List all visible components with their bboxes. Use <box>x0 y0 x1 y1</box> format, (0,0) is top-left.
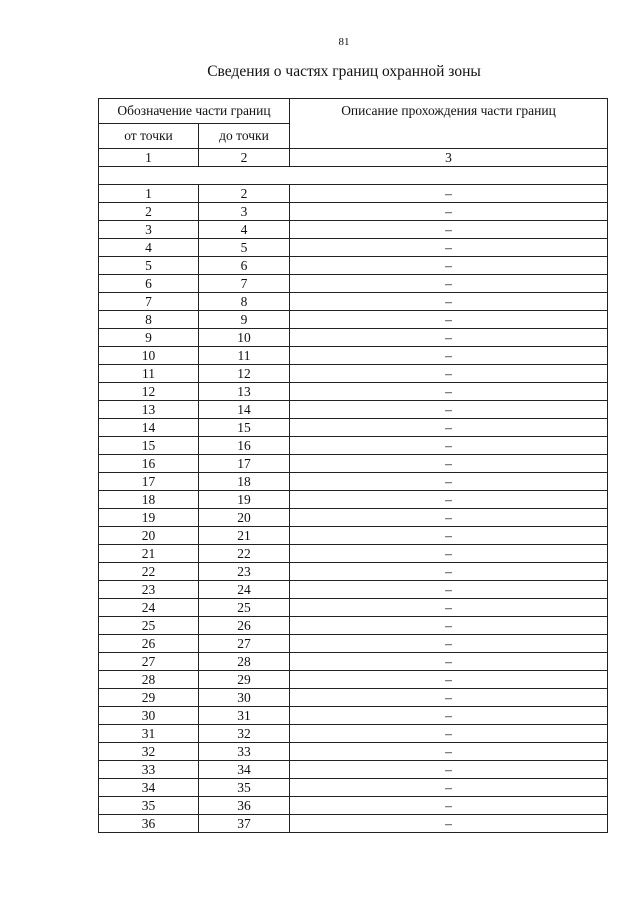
table-row <box>99 743 608 761</box>
table-row <box>99 437 608 455</box>
description-cell: – <box>290 545 608 563</box>
to-point-cell: 7 <box>199 275 290 293</box>
to-point-cell: 13 <box>199 383 290 401</box>
table-row <box>99 581 608 599</box>
table-row <box>99 239 608 257</box>
to-point-cell: 30 <box>199 689 290 707</box>
table-row <box>99 347 608 365</box>
from-point-cell: 10 <box>99 347 199 365</box>
to-point-cell: 21 <box>199 527 290 545</box>
from-point-cell: 23 <box>99 581 199 599</box>
from-point-cell: 33 <box>99 761 199 779</box>
to-point-cell: 19 <box>199 491 290 509</box>
from-point-cell: 12 <box>99 383 199 401</box>
table-row <box>99 455 608 473</box>
table-row <box>99 563 608 581</box>
from-point-cell: 6 <box>99 275 199 293</box>
description-cell: – <box>290 599 608 617</box>
header-row-group <box>99 99 608 124</box>
to-point-cell: 8 <box>199 293 290 311</box>
from-point-cell: 11 <box>99 365 199 383</box>
table-row <box>99 725 608 743</box>
to-point-cell: 35 <box>199 779 290 797</box>
description-cell: – <box>290 617 608 635</box>
description-cell: – <box>290 311 608 329</box>
to-point-cell: 2 <box>199 185 290 203</box>
table-row <box>99 383 608 401</box>
page-number: 81 <box>338 36 350 48</box>
description-cell: – <box>290 707 608 725</box>
table-row <box>99 527 608 545</box>
from-point-cell: 19 <box>99 509 199 527</box>
to-point-cell: 16 <box>199 437 290 455</box>
description-cell: – <box>290 437 608 455</box>
description-cell: – <box>290 491 608 509</box>
from-point-cell: 7 <box>99 293 199 311</box>
description-cell: – <box>290 581 608 599</box>
to-point-cell: 17 <box>199 455 290 473</box>
from-point-cell: 27 <box>99 653 199 671</box>
description-cell: – <box>290 815 608 833</box>
from-point-cell: 21 <box>99 545 199 563</box>
description-cell: – <box>290 635 608 653</box>
column-numbers-row <box>99 149 608 167</box>
to-point-cell: 5 <box>199 239 290 257</box>
from-point-cell: 28 <box>99 671 199 689</box>
to-point-cell: 6 <box>199 257 290 275</box>
from-point-cell: 30 <box>99 707 199 725</box>
table-row <box>99 689 608 707</box>
table-row <box>99 419 608 437</box>
description-cell: – <box>290 419 608 437</box>
table-row <box>99 329 608 347</box>
description-cell: – <box>290 761 608 779</box>
to-point-cell: 27 <box>199 635 290 653</box>
from-point-cell: 20 <box>99 527 199 545</box>
to-point-cell: 10 <box>199 329 290 347</box>
table-row <box>99 653 608 671</box>
from-point-cell: 3 <box>99 221 199 239</box>
table-row <box>99 635 608 653</box>
from-point-cell: 8 <box>99 311 199 329</box>
to-point-cell: 29 <box>199 671 290 689</box>
to-point-cell: 12 <box>199 365 290 383</box>
from-point-cell: 18 <box>99 491 199 509</box>
from-point-cell: 13 <box>99 401 199 419</box>
to-point-cell: 18 <box>199 473 290 491</box>
table-row <box>99 473 608 491</box>
from-point-cell: 29 <box>99 689 199 707</box>
description-cell: – <box>290 185 608 203</box>
to-point-cell: 20 <box>199 509 290 527</box>
table-row <box>99 815 608 833</box>
table-row <box>99 257 608 275</box>
to-point-cell: 22 <box>199 545 290 563</box>
table-row <box>99 221 608 239</box>
description-cell: – <box>290 725 608 743</box>
column-number: 3 <box>290 149 608 167</box>
from-point-cell: 14 <box>99 419 199 437</box>
to-point-cell: 15 <box>199 419 290 437</box>
description-cell: – <box>290 275 608 293</box>
description-cell: – <box>290 689 608 707</box>
column-number: 1 <box>99 149 199 167</box>
description-cell: – <box>290 509 608 527</box>
table-row <box>99 293 608 311</box>
from-point-cell: 26 <box>99 635 199 653</box>
document-title: Сведения о частях границ охранной зоны <box>207 63 481 80</box>
description-cell: – <box>290 563 608 581</box>
to-point-cell: 31 <box>199 707 290 725</box>
description-cell: – <box>290 473 608 491</box>
table-row <box>99 779 608 797</box>
column-number: 2 <box>199 149 290 167</box>
from-point-cell: 22 <box>99 563 199 581</box>
from-point-cell: 15 <box>99 437 199 455</box>
from-point-cell: 31 <box>99 725 199 743</box>
from-point-cell: 4 <box>99 239 199 257</box>
table-row <box>99 797 608 815</box>
description-cell: – <box>290 257 608 275</box>
from-point-cell: 24 <box>99 599 199 617</box>
description-cell: – <box>290 383 608 401</box>
table-row <box>99 617 608 635</box>
to-point-cell: 26 <box>199 617 290 635</box>
from-point-cell: 17 <box>99 473 199 491</box>
from-point-cell: 1 <box>99 185 199 203</box>
table-row <box>99 203 608 221</box>
description-cell: – <box>290 365 608 383</box>
to-point-cell: 3 <box>199 203 290 221</box>
table-row <box>99 761 608 779</box>
table-row <box>99 401 608 419</box>
to-point-cell: 33 <box>199 743 290 761</box>
from-point-cell: 16 <box>99 455 199 473</box>
description-cell: – <box>290 293 608 311</box>
from-point-cell: 5 <box>99 257 199 275</box>
table-row <box>99 509 608 527</box>
boundary-parts-table <box>98 98 608 833</box>
from-point-cell: 32 <box>99 743 199 761</box>
to-point-cell: 32 <box>199 725 290 743</box>
description-cell: – <box>290 743 608 761</box>
from-point-cell: 9 <box>99 329 199 347</box>
to-point-cell: 34 <box>199 761 290 779</box>
to-point-cell: 24 <box>199 581 290 599</box>
description-cell: – <box>290 203 608 221</box>
table-body <box>99 185 608 833</box>
table-row <box>99 671 608 689</box>
to-point-cell: 23 <box>199 563 290 581</box>
from-point-cell: 36 <box>99 815 199 833</box>
header-boundary-designation: Обозначение части границ <box>99 99 290 124</box>
description-cell: – <box>290 797 608 815</box>
description-cell: – <box>290 221 608 239</box>
header-from-point: от точки <box>99 124 199 149</box>
description-cell: – <box>290 527 608 545</box>
header-description: Описание прохождения части границ <box>290 99 608 149</box>
table-row <box>99 491 608 509</box>
description-cell: – <box>290 329 608 347</box>
to-point-cell: 11 <box>199 347 290 365</box>
table-row <box>99 707 608 725</box>
table-row <box>99 599 608 617</box>
description-cell: – <box>290 455 608 473</box>
table-row <box>99 275 608 293</box>
table-row <box>99 365 608 383</box>
table-row <box>99 545 608 563</box>
from-point-cell: 35 <box>99 797 199 815</box>
to-point-cell: 25 <box>199 599 290 617</box>
from-point-cell: 25 <box>99 617 199 635</box>
description-cell: – <box>290 779 608 797</box>
to-point-cell: 36 <box>199 797 290 815</box>
empty-cell <box>99 167 608 185</box>
description-cell: – <box>290 401 608 419</box>
description-cell: – <box>290 347 608 365</box>
table-row <box>99 311 608 329</box>
header-to-point: до точки <box>199 124 290 149</box>
description-cell: – <box>290 671 608 689</box>
empty-separator-row <box>99 167 608 185</box>
description-cell: – <box>290 239 608 257</box>
to-point-cell: 4 <box>199 221 290 239</box>
to-point-cell: 14 <box>199 401 290 419</box>
table-row <box>99 185 608 203</box>
to-point-cell: 28 <box>199 653 290 671</box>
from-point-cell: 2 <box>99 203 199 221</box>
from-point-cell: 34 <box>99 779 199 797</box>
to-point-cell: 9 <box>199 311 290 329</box>
to-point-cell: 37 <box>199 815 290 833</box>
description-cell: – <box>290 653 608 671</box>
